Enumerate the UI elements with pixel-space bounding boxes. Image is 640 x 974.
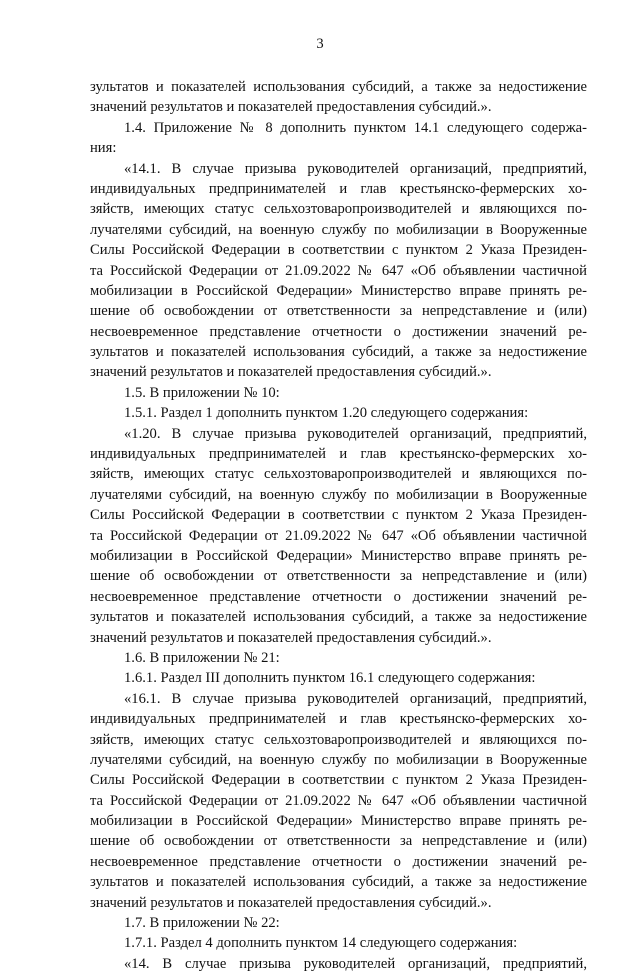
text-line: Силы Российской Федерации в соответствии с пунктом 2 Указа Президен- bbox=[90, 507, 587, 524]
text-line: зяйств, имеющих статус сельхозтоваропроизводителей и являющихся по- bbox=[90, 201, 587, 218]
text-line: несвоевременное представление отчетности о достижении значений ре- bbox=[90, 588, 587, 605]
text-line: «14.1. В случае призыва руководителей организаций, предприятий, bbox=[124, 160, 587, 177]
text-line: несвоевременное представление отчетности о достижении значений ре- bbox=[90, 323, 587, 340]
text-line: 1.7. В приложении № 22: bbox=[124, 915, 280, 932]
text-line: несвоевременное представление отчетности о достижении значений ре- bbox=[90, 853, 587, 870]
text-line: лучателями субсидий, на военную службу по мобилизации в Вооруженные bbox=[90, 751, 587, 768]
text-line: та Российской Федерации от 21.09.2022 № 647 «Об объявлении частичной bbox=[90, 792, 587, 809]
page-number: 3 bbox=[316, 36, 324, 52]
text-line: мобилизации в Российской Федерации» Министерство вправе принять ре- bbox=[90, 282, 587, 299]
text-line: мобилизации в Российской Федерации» Министерство вправе принять ре- bbox=[90, 813, 587, 830]
text-line: Силы Российской Федерации в соответствии с пунктом 2 Указа Президен- bbox=[90, 772, 587, 789]
text-line: 1.4. Приложение № 8 дополнить пунктом 14.1 следующего содержа- bbox=[124, 119, 587, 136]
text-line: шение об освобождении от ответственности за непредставление и (или) bbox=[90, 568, 587, 585]
text-line: мобилизации в Российской Федерации» Министерство вправе принять ре- bbox=[90, 547, 587, 564]
text-line: лучателями субсидий, на военную службу по мобилизации в Вооруженные bbox=[90, 486, 587, 503]
text-line: зяйств, имеющих статус сельхозтоваропроизводителей и являющихся по- bbox=[90, 731, 587, 748]
text-line: Силы Российской Федерации в соответствии с пунктом 2 Указа Президен- bbox=[90, 242, 587, 259]
text-line: зультатов и показателей использования субсидий, а также за недостижение bbox=[90, 874, 587, 891]
text-line: зультатов и показателей использования субсидий, а также за недостижение bbox=[90, 344, 587, 361]
text-line: шение об освобождении от ответственности за непредставление и (или) bbox=[90, 303, 587, 320]
text-line: 1.7.1. Раздел 4 дополнить пунктом 14 следующего содержания: bbox=[124, 935, 518, 952]
text-line: шение об освобождении от ответственности за непредставление и (или) bbox=[90, 833, 587, 850]
text-line: «1.20. В случае призыва руководителей организаций, предприятий, bbox=[124, 425, 587, 442]
text-line: «16.1. В случае призыва руководителей организаций, предприятий, bbox=[124, 690, 587, 707]
document-body bbox=[90, 77, 587, 974]
text-line: значений результатов и показателей предоставления субсидий.». bbox=[90, 364, 492, 381]
text-line: индивидуальных предпринимателей и глав крестьянско-фермерских хо- bbox=[90, 180, 587, 197]
text-line: зультатов и показателей использования субсидий, а также за недостижение bbox=[90, 609, 587, 626]
text-line: индивидуальных предпринимателей и глав крестьянско-фермерских хо- bbox=[90, 446, 587, 463]
text-line: 1.6. В приложении № 21: bbox=[124, 649, 280, 666]
text-line: зяйств, имеющих статус сельхозтоваропроизводителей и являющихся по- bbox=[90, 466, 587, 483]
text-line: та Российской Федерации от 21.09.2022 № 647 «Об объявлении частичной bbox=[90, 262, 587, 279]
text-line: значений результатов и показателей предоставления субсидий.». bbox=[90, 894, 492, 911]
text-line: зультатов и показателей использования субсидий, а также за недостижение bbox=[90, 79, 587, 95]
text-line: значений результатов и показателей предоставления субсидий.». bbox=[90, 629, 492, 646]
text-line: лучателями субсидий, на военную службу по мобилизации в Вооруженные bbox=[90, 221, 587, 238]
text-line: «14. В случае призыва руководителей организаций, предприятий, bbox=[124, 955, 587, 972]
text-line: ния: bbox=[90, 140, 117, 157]
text-line: 1.5. В приложении № 10: bbox=[124, 384, 280, 401]
text-line: индивидуальных предпринимателей и глав крестьянско-фермерских хо- bbox=[90, 711, 587, 728]
text-line: 1.5.1. Раздел 1 дополнить пунктом 1.20 следующего содержания: bbox=[124, 405, 529, 422]
text-line: та Российской Федерации от 21.09.2022 № 647 «Об объявлении частичной bbox=[90, 527, 587, 544]
text-line: 1.6.1. Раздел III дополнить пунктом 16.1 следующего содержания: bbox=[124, 670, 536, 687]
text-line: значений результатов и показателей предоставления субсидий.». bbox=[90, 99, 492, 116]
